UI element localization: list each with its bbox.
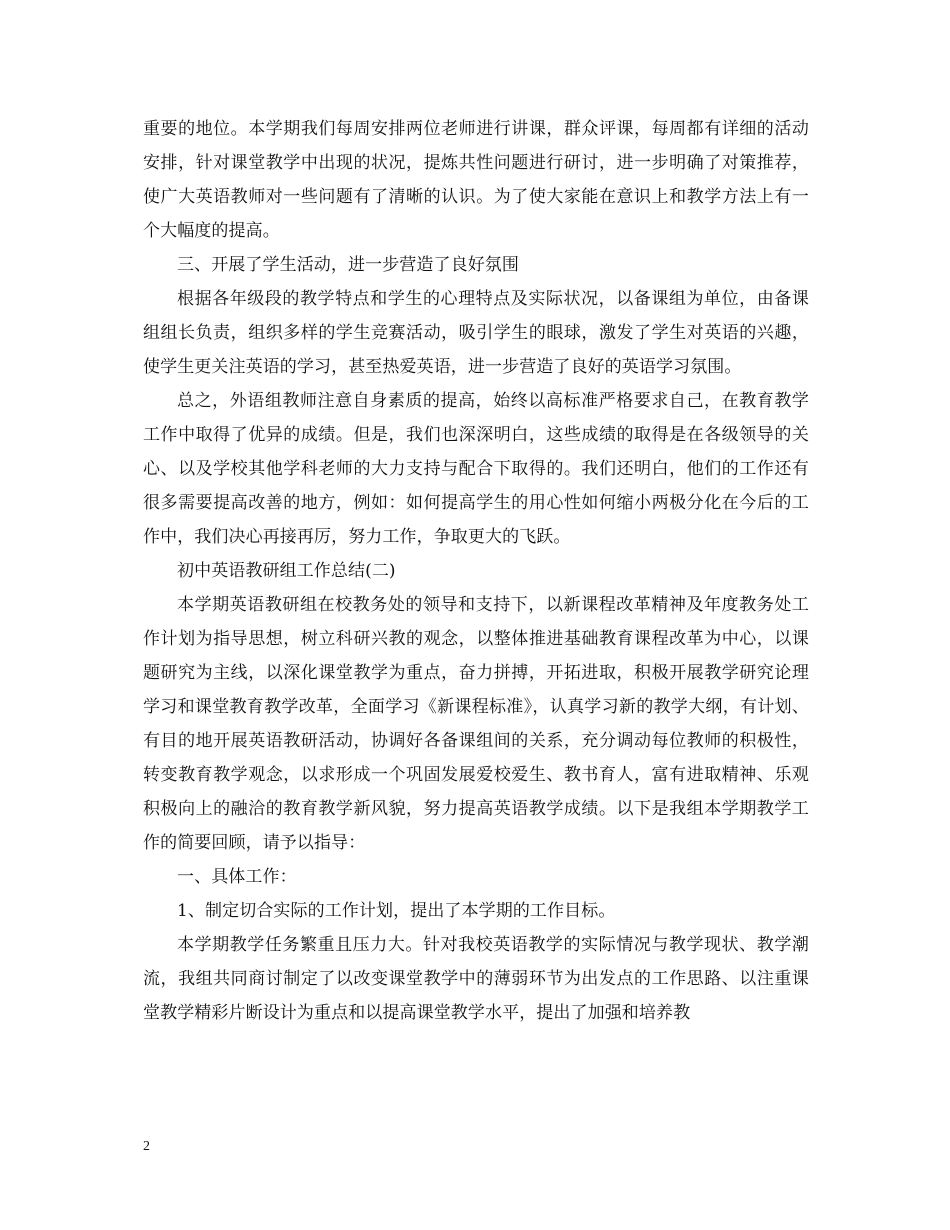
paragraph-4: 总之，外语组教师注意自身素质的提高，始终以高标准严格要求自己，在教育教学工作中取得了优异的成绩。但是，我们也深深明白，这些成绩的取得是在各级领导的关心、以及学校其他学科老师的大力支持与配合下取得的。我们还明白，他们的工作还有很多需要提高改善的地方，例如：如何提高学生的用心性如何缩小两极分化在今后的工作中，我们决心再接再厉，努力工作，争取更大的飞跃。	[143, 391, 809, 547]
paragraph-9: 本学期教学任务繁重且压力大。针对我校英语教学的实际情况与教学现状、教学潮流，我组共同商讨制定了以改变课堂教学中的薄弱环节为出发点的工作思路、以注重课堂教学精彩片断设计为重点和以提高课堂教学水平，提出了加强和培养教	[143, 935, 809, 1023]
paragraph-3: 根据各年级段的教学特点和学生的心理特点及实际状况，以备课组为单位，由备课组组长负责，组织多样的学生竞赛活动，吸引学生的眼球，激发了学生对英语的兴趣，使学生更关注英语的学习，甚至热爱英语，进一步营造了良好的英语学习氛围。	[143, 289, 809, 377]
section-heading-student-activities: 三、开展了学生活动，进一步营造了良好氛围	[177, 255, 519, 275]
section-title-summary-2: 初中英语教研组工作总结(二)	[177, 561, 396, 581]
page-number: 2	[143, 1139, 150, 1154]
list-item-1: 1、制定切合实际的工作计划，提出了本学期的工作目标。	[177, 901, 616, 921]
paragraph-1: 重要的地位。本学期我们每周安排两位老师进行讲课，群众评课，每周都有详细的活动安排，针对课堂教学中出现的状况，提炼共性问题进行研讨，进一步明确了对策推荐，使广大英语教师对一些问题有了清晰的认识。为了使大家能在意识上和教学方法上有一个大幅度的提高。	[143, 119, 809, 241]
paragraph-6: 本学期英语教研组在校教务处的领导和支持下，以新课程改革精神及年度教务处工作计划为指导思想，树立科研兴教的观念，以整体推进基础教育课程改革为中心，以课题研究为主线，以深化课堂教学为重点，奋力拼搏，开拓进取，积极开展教学研究论理学习和课堂教育教学改革，全面学习《新课程标准》，认真学习新的教学大纲，有计划、有目的地开展英语教研活动，协调好各备课组间的关系，充分调动每位教师的积极性，转变教育教学观念，以求形成一个巩固发展爱校爱生、教书育人，富有进取精神、乐观积极向上的融洽的教育教学新风貌，努力提高英语教学成绩。以下是我组本学期教学工作的简要回顾，请予以指导：	[143, 595, 809, 853]
section-heading-specific-work: 一、具体工作：	[177, 867, 297, 887]
document-body	[143, 112, 809, 1030]
